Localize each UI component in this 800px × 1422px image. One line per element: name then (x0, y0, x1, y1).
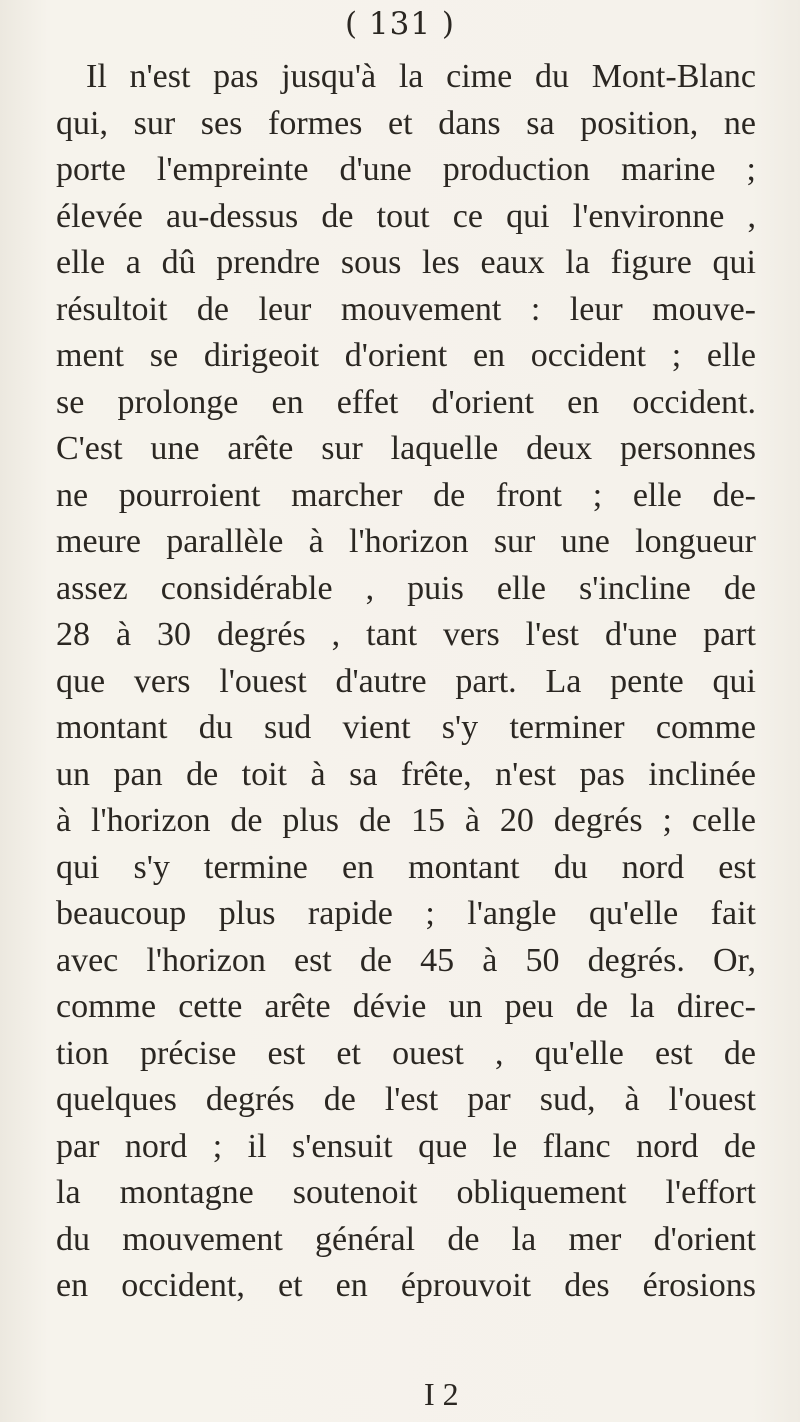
body-text (56, 54, 756, 1310)
text-line: porte l'empreinte d'une production marine ; (56, 151, 756, 188)
text-line: Il n'est pas jusqu'à la cime du Mont-Blanc (86, 58, 756, 95)
text-line: un pan de toit à sa frête, n'est pas inclinée (56, 755, 756, 793)
text-line: 28 à 30 degrés , tant vers l'est d'une part (56, 616, 756, 653)
text-line: en occident, et en éprouvoit des érosions (56, 1267, 756, 1304)
text-line: par nord ; il s'ensuit que le flanc nord de (56, 1127, 756, 1165)
text-line: à l'horizon de plus de 15 à 20 degrés ; celle (56, 802, 756, 839)
text-line: beaucoup plus rapide ; l'angle qu'elle fait (56, 895, 756, 932)
text-line: montant du sud vient s'y terminer comme (56, 709, 756, 746)
text-line: quelques degrés de l'est par sud, à l'ouest (56, 1081, 756, 1118)
text-line: assez considérable , puis elle s'incline de (56, 569, 756, 607)
text-line: du mouvement général de la mer d'orient (56, 1220, 756, 1258)
text-line: qui s'y termine en montant du nord est (56, 848, 756, 886)
text-line: ne pourroient marcher de front ; elle de- (56, 476, 756, 514)
text-line: se prolonge en effet d'orient en occident. (56, 383, 756, 421)
text-line: avec l'horizon est de 45 à 50 degrés. Or, (56, 941, 756, 979)
text-line: élevée au-dessus de tout ce qui l'environne , (56, 197, 756, 235)
text-line: tion précise est et ouest , qu'elle est de (56, 1034, 756, 1072)
text-line: comme cette arête dévie un peu de la direc- (56, 988, 756, 1025)
text-line: meure parallèle à l'horizon sur une longueur (56, 523, 756, 560)
text-line: elle a dû prendre sous les eaux la figure qui (56, 244, 756, 281)
text-line: ment se dirigeoit d'orient en occident ; elle (56, 337, 756, 374)
text-line: qui, sur ses formes et dans sa position, ne (56, 104, 756, 142)
page-number: ( 131 ) (344, 6, 456, 42)
text-line: résultoit de leur mouvement : leur mouve- (56, 290, 756, 328)
text-line: C'est une arête sur laquelle deux personnes (56, 430, 756, 467)
text-line: la montagne soutenoit obliquement l'effort (56, 1174, 756, 1211)
signature-mark: I 2 (424, 1376, 459, 1412)
text-line: que vers l'ouest d'autre part. La pente qui (56, 662, 756, 700)
